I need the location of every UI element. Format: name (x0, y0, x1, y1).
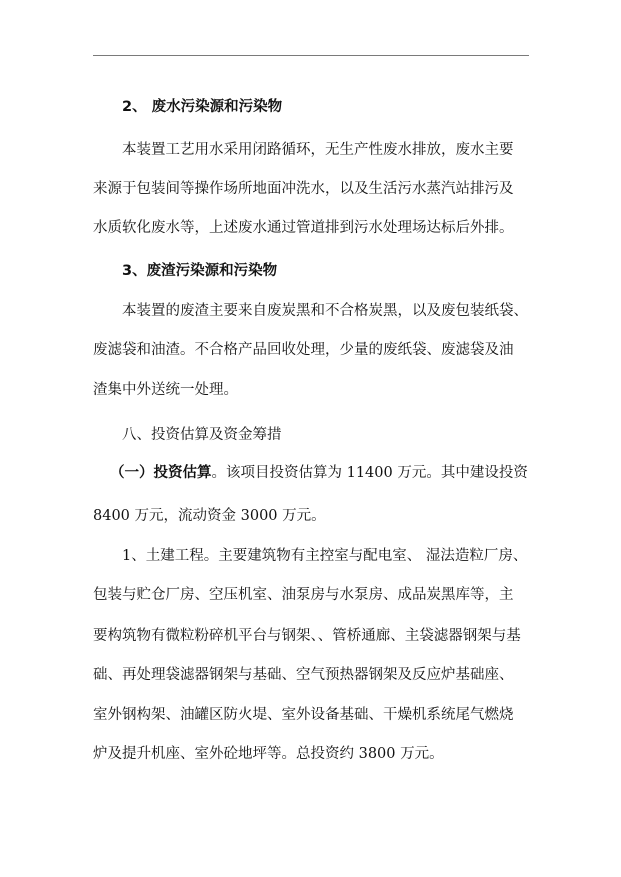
civil-works-line-6: 炉及提升机座、室外砼地坪等。总投资约 3800 万元。 (93, 746, 444, 762)
section-3-line-1: 本装置的废渣主要来自废炭黑和不合格炭黑，以及废包装纸袋、 (122, 303, 528, 319)
civil-works-line-3: 要构筑物有微粒粉碎机平台与钢架、、管桥通廊、主袋滤器钢架与基 (93, 628, 521, 644)
section-2-line-1: 本装置工艺用水采用闭路循环，无生产性废水排放，废水主要 (122, 142, 514, 158)
civil-works-line-4: 础、再处理袋滤器钢架与基础、空气预热器钢架及反应炉基础座、 (93, 667, 514, 683)
investment-estimate-line-1 (110, 463, 528, 483)
section-8-heading: 八、投资估算及资金筹措 (122, 427, 282, 443)
header-rule (93, 55, 529, 56)
investment-estimate-label: （一）投资估算 (110, 465, 212, 481)
investment-estimate-line-2: 8400 万元，流动资金 3000 万元。 (93, 508, 326, 524)
section-2-line-3: 水质软化废水等，上述废水通过管道排到污水处理场达标后外排。 (93, 220, 514, 236)
section-2-heading: 2、 废水污染源和污染物 (122, 99, 283, 115)
investment-estimate-text: 。该项目投资估算为 11400 万元。其中建设投资 (211, 465, 528, 481)
civil-works-line-2: 包装与贮仓厂房、空压机室、油泵房与水泵房、成品炭黑库等，主 (93, 587, 514, 603)
section-3-heading: 3、废渣污染源和污染物 (122, 263, 278, 279)
section-3-line-2: 废滤袋和油渣。不合格产品回收处理，少量的废纸袋、废滤袋及油 (93, 342, 514, 358)
civil-works-line-5: 室外钢构架、油罐区防火堤、室外设备基础、干燥机系统尾气燃烧 (93, 707, 514, 723)
civil-works-line-1: 1、土建工程。主要建筑物有主控室与配电室、 湿法造粒厂房、 (122, 548, 528, 564)
section-3-line-3: 渣集中外送统一处理。 (93, 382, 238, 398)
section-2-line-2: 来源于包装间等操作场所地面冲洗水，以及生活污水蒸汽站排污及 (93, 181, 514, 197)
